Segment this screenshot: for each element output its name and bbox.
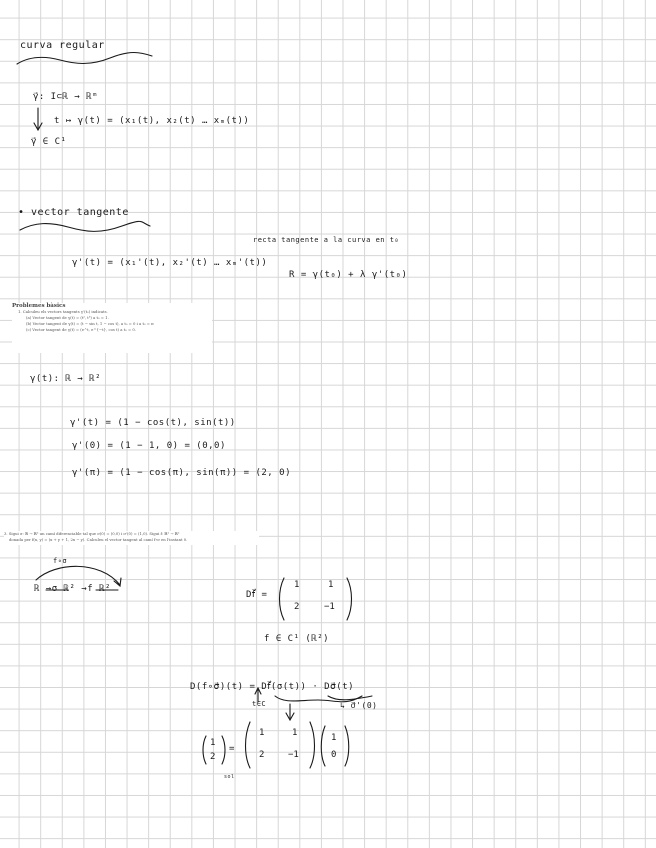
tangent-line-note: recta tangente a la curva en t₀ — [253, 236, 400, 244]
jacobian-m22: −1 — [324, 602, 335, 612]
problem-3-line-2: donada per f(x, y) = (x + y + 1, 2x − y). Calculeu el vector tangent al camí f∘σ en l'instant 0. — [9, 537, 188, 542]
tangent-line-equation: R = γ(t₀) + λ γ'(t₀) — [289, 270, 408, 280]
sigma-prime-note: ↳ σ⃗'(0) — [340, 701, 378, 710]
problem-b: (b) Vector tangent de γ(t) = (t − sin t, 1 − cos t), a t₀ = 0 i a t₀ = π — [26, 321, 154, 326]
result-vec-2: 2 — [210, 752, 216, 762]
problem-3-excerpt — [4, 531, 259, 545]
gamma-derivative-at-pi: γ'(π) = (1 − cos(π), sin(π)) = (2, 0) — [72, 468, 291, 478]
gamma-map: γ(t): ℝ → ℝ² — [30, 374, 102, 384]
gamma-derivative-at-0: γ'(0) = (1 − 1, 0) = (0,0) — [72, 441, 226, 451]
mat2-m21: 2 — [259, 750, 265, 760]
section-title-curva-regular: curva regular — [20, 40, 105, 51]
problems-excerpt — [12, 303, 212, 353]
result-vec-1: 1 — [210, 738, 216, 748]
mat2-m11: 1 — [259, 728, 265, 738]
mat2-m22: −1 — [288, 750, 299, 760]
section-title-vector-tangente: • vector tangente — [18, 207, 129, 218]
composition-chain: ℝ →σ ℝ² →f ℝ² — [34, 584, 111, 594]
curve-parametrization: t ↦ γ(t) = (x₁(t), x₂(t) … xₘ(t)) — [54, 116, 250, 126]
curve-class: γ⃗ ∈ C¹ — [31, 137, 67, 147]
chain-rule-note: t∈C — [252, 700, 267, 708]
curve-definition: γ⃗: I⊂ℝ → ℝᵐ — [33, 92, 99, 102]
small-note: sol — [224, 774, 235, 780]
f-class: f ∈ C¹ (ℝ²) — [264, 634, 330, 644]
jacobian-m21: 2 — [294, 602, 300, 612]
composition-label: f∘σ — [53, 557, 68, 565]
equals-sign: = — [229, 744, 235, 754]
jacobian-label: Df⃗ = — [246, 590, 268, 600]
problem-a: (a) Vector tangent de γ(t) = (t², t³) a t₀ = 1. — [26, 315, 109, 320]
vec2-2: 0 — [331, 750, 337, 760]
chain-rule-formula: D(f∘σ⃗)(t) = Df⃗(σ(t)) · Dσ⃗(t) — [190, 682, 355, 692]
problem-item: 1. Calculeu els vectors tangents γ'(t₀) indicats. — [18, 309, 108, 314]
mat2-m12: 1 — [292, 728, 298, 738]
problems-title: Problemes bàsics — [12, 303, 66, 309]
jacobian-m11: 1 — [294, 580, 300, 590]
gamma-derivative: γ'(t) = (1 − cos(t), sin(t)) — [70, 418, 236, 428]
problem-3-line-1: 3. Sigui σ: ℝ → ℝ² un camí diferenciable tal que σ(0) = (0,0) i σ'(0) = (1,0). Sigui f: ℝ² → ℝ² — [4, 531, 180, 536]
derivative-formula: γ'(t) = (x₁'(t), x₂'(t) … xₘ'(t)) — [72, 258, 268, 268]
jacobian-m12: 1 — [328, 580, 334, 590]
vec2-1: 1 — [331, 733, 337, 743]
problem-c: (c) Vector tangent de γ(t) = (e^t, e^{−t}, cos t) a t₀ = 0. — [26, 327, 136, 332]
